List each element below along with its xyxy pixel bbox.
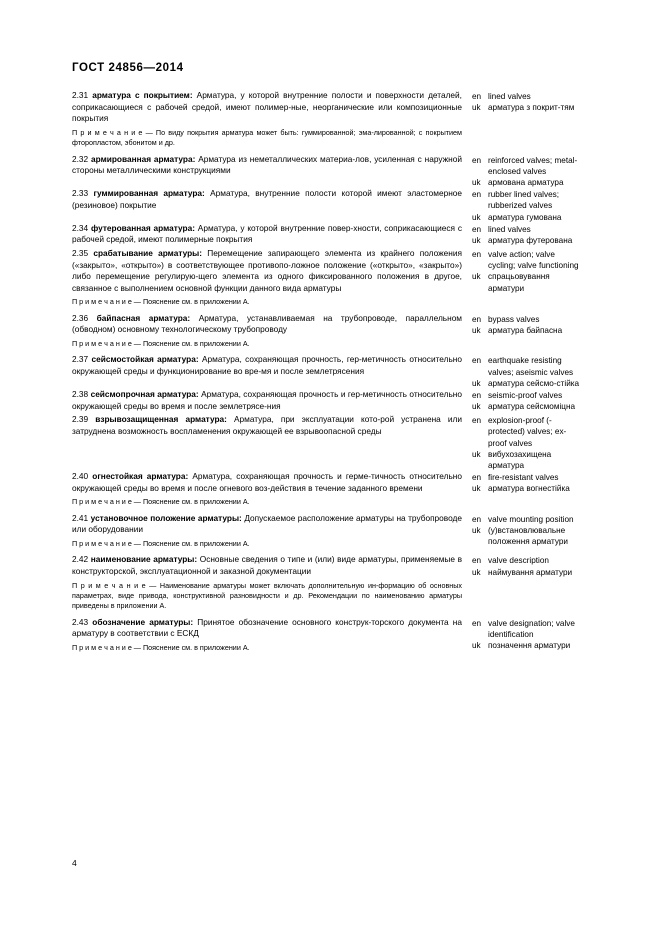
translation-row (472, 91, 584, 102)
translation-text: rubber lined valves; rubberized valves (488, 190, 559, 211)
translation-language-code: uk (472, 103, 481, 113)
translation-language-code: en (472, 314, 482, 324)
term-entry (72, 354, 584, 389)
term-translations (472, 188, 584, 223)
term-number: 2.31 (72, 90, 89, 100)
translation-language-code: en (472, 416, 482, 426)
translation-language-code: uk (472, 378, 481, 388)
term-text: Арматура, сохраняющая прочность и герме-тичность относительно окружающей среды во время и после огневого воз-действия в течение заданного времени (72, 471, 462, 493)
page-header: ГОСТ 24856—2014 (72, 62, 184, 74)
term-entry-main (72, 313, 472, 355)
translation-row (472, 640, 584, 651)
term-definition (72, 554, 462, 577)
translation-row (472, 618, 584, 640)
term-note: П р и м е ч а н и е — Пояснение см. в приложении А. (72, 297, 250, 307)
term-number: 2.43 (72, 616, 89, 627)
translation-language-code: en (472, 155, 482, 165)
translation-text: арматура сейсмо-стійка (488, 378, 580, 388)
term-text: Арматура, устанавливаемая на трубопроводе, параллельном (обводном) основному технологическому трубопроводу (72, 312, 463, 335)
translation-text: earthquake resisting valves; aseismic valves (488, 356, 574, 377)
term-text: Принятое обозначение основного конструк-торского документа на арматуру в соответствии с ЕСКД (72, 616, 462, 639)
translation-row (472, 325, 584, 336)
translation-text: fire-resistant valves (488, 473, 559, 483)
term-translations (472, 414, 584, 471)
term-definition (72, 313, 462, 336)
term-definition (72, 389, 462, 412)
translation-text: арматура з покрит-тям (488, 103, 575, 113)
translation-text: спрацьовування арматури (488, 272, 550, 293)
term-entry-main (72, 471, 472, 513)
term-entry (72, 513, 584, 555)
term-translations (472, 389, 584, 412)
translation-row (472, 449, 584, 471)
translation-text: арматура сейсмоміцна (488, 402, 576, 412)
translation-language-code: uk (472, 236, 481, 246)
term-definition (72, 354, 462, 377)
term-entry (72, 313, 584, 355)
term-name: байпасная арматура: (96, 312, 191, 323)
term-note: П р и м е ч а н и е — Пояснение см. в приложении А. (72, 338, 250, 348)
term-number: 2.42 (72, 554, 89, 565)
term-entry (72, 389, 584, 414)
term-number: 2.41 (72, 512, 89, 523)
term-note: П р и м е ч а н и е — Наименование арматуры может включать дополнительную ин-формацию об основных параметрах, виде привода, конструктивной разновидности и др. Рекомендации по наименованию арматуры приведены в приложении А. (72, 580, 462, 611)
term-definition (72, 248, 462, 294)
term-entry-main (72, 354, 472, 379)
term-definition (72, 513, 462, 536)
translation-text: valve action; valve cycling; valve functioning (488, 250, 579, 271)
translation-language-code: uk (472, 325, 481, 335)
translation-language-code: en (472, 92, 482, 101)
term-entry-main (72, 188, 472, 213)
term-number: 2.38 (72, 388, 89, 399)
term-number: 2.37 (72, 354, 89, 365)
translation-text: арматура вогнестійка (488, 484, 570, 494)
term-note: П р и м е ч а н и е — По виду покрытия арматура может быть: гуммированной; эма-лированной; с покрытием фторопластом, эбонитом и др. (72, 127, 462, 148)
translation-row (472, 177, 584, 188)
translation-language-code: uk (472, 449, 481, 459)
term-definition (72, 414, 462, 437)
term-name: наименование арматуры: (90, 554, 198, 565)
term-translations (472, 354, 584, 389)
term-translations (472, 513, 584, 548)
translation-text: арматура байпасна (488, 325, 563, 335)
term-translations (472, 223, 584, 246)
term-number: 2.34 (72, 222, 89, 233)
term-definition (72, 223, 462, 246)
translation-language-code: en (472, 618, 482, 628)
translation-language-code: en (472, 390, 482, 400)
term-entry-main (72, 90, 472, 154)
term-entry (72, 617, 584, 659)
term-text: Перемещение запирающего элемента из крайнего положения («закрыто», «открыто») в соответствующее противопо-ложное положение («открыто», «закрыто») либо перемещение регулирую-щего элемента из одного фиксированного положения в другое, связанное с выполнением основной функции данного вида арматуры (72, 248, 462, 293)
translation-row (472, 235, 584, 246)
term-entry (72, 414, 584, 471)
translation-text: наймування арматури (488, 567, 573, 577)
term-entry (72, 554, 584, 616)
translation-text: seismic-proof valves (488, 390, 563, 400)
term-number: 2.33 (72, 188, 89, 199)
translation-row (472, 514, 584, 525)
term-name: взрывозащищенная арматура: (95, 414, 227, 425)
term-number: 2.32 (72, 153, 89, 164)
term-note: П р и м е ч а н и е — Пояснение см. в приложении А. (72, 642, 250, 652)
term-name: сейсмостойкая арматура: (91, 354, 199, 365)
term-number: 2.35 (72, 248, 89, 258)
term-entry-main (72, 554, 472, 616)
translation-row (472, 525, 584, 547)
translation-text: арматура футерована (488, 236, 573, 246)
term-text: Арматура, у которой внутренние повер-хности, соприкасающиеся с рабочей средой, имеют полимерные покрытия (72, 222, 462, 245)
translation-language-code: en (472, 473, 482, 483)
term-entry-main (72, 414, 472, 439)
term-definition (72, 90, 462, 125)
translation-row (472, 314, 584, 325)
term-definition (72, 617, 462, 640)
translation-text: позначення арматури (488, 641, 571, 651)
term-name: армированная арматура: (91, 153, 196, 164)
translation-row (472, 378, 584, 389)
term-definition (72, 188, 462, 211)
translation-row (472, 155, 584, 177)
term-translations (472, 471, 584, 494)
term-text: Арматура, сохраняющая прочность и гер-метичность относительно окружающей среды во время и после землетрясе-ния (72, 388, 462, 411)
term-translations (472, 313, 584, 336)
term-definition (72, 471, 462, 494)
term-definition (72, 154, 462, 177)
term-number: 2.40 (72, 471, 89, 482)
term-note: П р и м е ч а н и е — Пояснение см. в приложении А. (72, 497, 250, 507)
translation-language-code: uk (472, 272, 481, 282)
translation-row (472, 555, 584, 566)
term-entry-main (72, 154, 472, 179)
term-name: сейсмопрочная арматура: (90, 388, 199, 399)
translation-text: арматура гумована (488, 212, 562, 222)
translation-row (472, 102, 584, 113)
term-translations (472, 248, 584, 294)
term-number: 2.39 (72, 414, 89, 425)
translation-row (472, 271, 584, 293)
translation-row (472, 224, 584, 235)
translation-language-code: en (472, 250, 482, 259)
term-translations (472, 90, 584, 113)
translation-text: valve mounting position (488, 514, 574, 524)
term-text: Арматура, при эксплуатации кото-рой устранена или затруднена возможность воспламенения окружающей ее взрывоопасной среды (72, 414, 462, 436)
translation-language-code: en (472, 190, 482, 200)
term-translations (472, 617, 584, 652)
translation-row (472, 415, 584, 449)
translation-language-code: uk (472, 525, 481, 535)
translation-row (472, 390, 584, 401)
translation-row (472, 567, 584, 578)
term-entry (72, 471, 584, 513)
translation-text: вибухозахищена арматура (488, 449, 552, 470)
translation-row (472, 249, 584, 271)
translation-language-code: en (472, 556, 482, 566)
term-entry (72, 223, 584, 248)
term-entry-main (72, 617, 472, 659)
term-entry-main (72, 389, 472, 414)
page-number: 4 (72, 858, 77, 868)
term-text: Допускаемое расположение арматуры на трубопроводе или оборудовании (72, 512, 462, 535)
translation-language-code: uk (472, 178, 481, 187)
term-translations (472, 554, 584, 577)
term-note: П р и м е ч а н и е — Пояснение см. в приложении А. (72, 538, 250, 548)
translation-text: lined valves (488, 224, 531, 234)
translation-language-code: uk (472, 402, 481, 412)
translation-text: valve designation; valve identification (488, 618, 575, 639)
translation-language-code: en (472, 356, 482, 366)
translation-language-code: uk (472, 484, 481, 494)
term-entry-main (72, 513, 472, 555)
translation-language-code: uk (472, 567, 481, 577)
translation-language-code: uk (472, 641, 481, 651)
translation-language-code: en (472, 224, 482, 234)
term-name: огнестойкая арматура: (92, 471, 189, 482)
term-number: 2.36 (72, 312, 89, 323)
translation-text: (у)встановлювальне положення арматури (488, 525, 568, 547)
term-name: арматура с покрытием: (92, 90, 193, 100)
translation-text: reinforced valves; metal-enclosed valves (488, 155, 578, 176)
term-text: Основные сведения о типе и (или) виде арматуры, применяемые в конструкторской, эксплуатационной и заказной документации (72, 554, 462, 576)
translation-language-code: uk (472, 212, 481, 222)
translation-text: bypass valves (488, 314, 540, 324)
translation-row (472, 212, 584, 223)
term-entry (72, 90, 584, 154)
term-name: обозначение арматуры: (92, 616, 194, 627)
term-text: Арматура, внутренние полости которой имеют эластомерное (резиновое) покрытие (72, 188, 462, 210)
term-text: Арматура, у которой внутренние полости и поверхности деталей, соприкасающиеся с рабочей средой, имеют полимер-ные, неорганические или композиционные покрытия (72, 90, 462, 124)
translation-row (472, 355, 584, 377)
term-entry (72, 248, 584, 313)
term-entry-main (72, 248, 472, 313)
term-text: Арматура, сохраняющая прочность, гер-метичность относительно окружающей среды и функционирование во вре-мя и после землетрясения (72, 354, 462, 376)
translation-text: армована арматура (488, 178, 564, 187)
translation-row (472, 401, 584, 412)
term-name: установочное положение арматуры: (90, 512, 242, 523)
translation-text: lined valves (488, 92, 531, 101)
term-translations (472, 154, 584, 189)
term-name: срабатывание арматуры: (93, 248, 203, 258)
term-text: Арматура из неметаллических материа-лов, усиленная с наружной стороны металлическими конструкциями (72, 153, 462, 176)
translation-row (472, 189, 584, 211)
translation-language-code: en (472, 514, 482, 524)
terms-list (72, 90, 584, 658)
term-entry-main (72, 223, 472, 248)
translation-text: valve description (488, 556, 549, 566)
term-name: гуммированная арматура: (93, 188, 205, 199)
term-entry (72, 188, 584, 223)
term-name: футерованная арматура: (90, 222, 195, 233)
term-entry (72, 154, 584, 189)
translation-row (472, 472, 584, 483)
translation-row (472, 483, 584, 494)
translation-text: explosion-proof (-protected) valves; ex-proof valves (488, 416, 567, 448)
